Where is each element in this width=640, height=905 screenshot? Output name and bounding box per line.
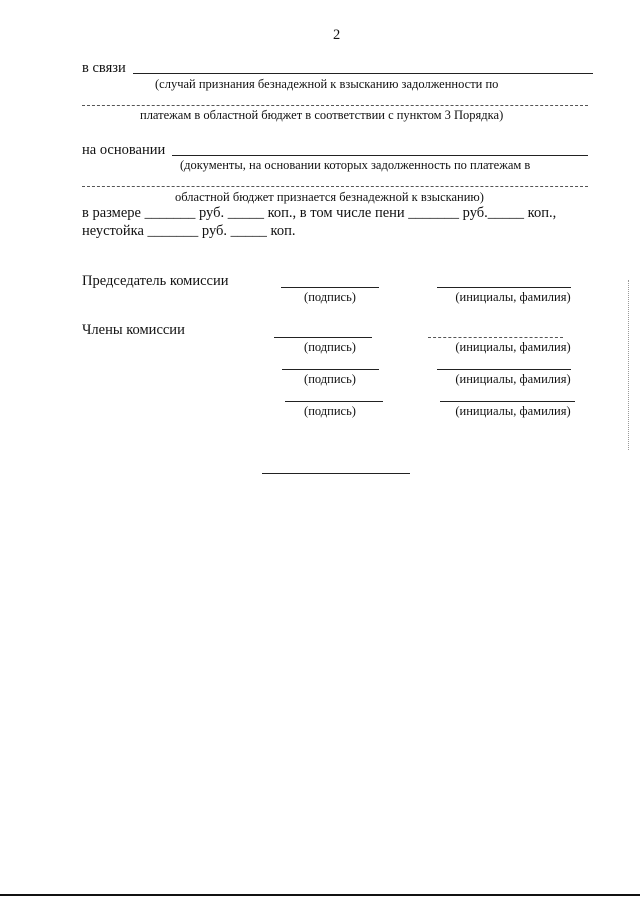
page-number: 2	[333, 27, 341, 43]
member-3-signature-caption: (подпись)	[304, 404, 356, 418]
member-2-name-caption: (инициалы, фамилия)	[455, 372, 571, 386]
member-2-signature-line	[282, 369, 379, 370]
members-label: Члены комиссии	[82, 322, 185, 338]
member-3-name-caption: (инициалы, фамилия)	[455, 404, 571, 418]
basis-fill-line-1	[172, 155, 588, 156]
member-1-name-line	[428, 337, 563, 338]
amount-line-1: в размере _______ руб. _____ коп., в том числе пени _______ руб._____ коп.,	[82, 205, 557, 221]
reason-caption-1: (случай признания безнадежной к взысканию задолженности по	[155, 77, 499, 91]
reason-fill-line-1	[133, 73, 593, 74]
scan-edge-marks	[628, 280, 629, 450]
basis-caption-2: областной бюджет признается безнадежной к взысканию)	[175, 190, 484, 204]
closing-separator-line	[262, 473, 410, 474]
bottom-scan-border	[0, 894, 640, 896]
basis-fill-line-2	[82, 186, 588, 187]
chairman-label: Председатель комиссии	[82, 273, 229, 289]
member-3-name-line	[440, 401, 575, 402]
chairman-name-line	[437, 287, 571, 288]
amount-line-2: неустойка _______ руб. _____ коп.	[82, 223, 296, 239]
reason-fill-line-2	[82, 105, 588, 106]
basis-label: на основании	[82, 142, 166, 158]
member-1-signature-line	[274, 337, 372, 338]
basis-caption-1: (документы, на основании которых задолженность по платежам в	[180, 158, 531, 172]
member-2-name-line	[437, 369, 571, 370]
reason-caption-2: платежам в областной бюджет в соответствии с пунктом 3 Порядка)	[140, 108, 504, 122]
chairman-name-caption: (инициалы, фамилия)	[455, 290, 571, 304]
reason-label: в связи	[82, 60, 126, 76]
member-3-signature-line	[285, 401, 383, 402]
chairman-signature-line	[281, 287, 379, 288]
member-2-signature-caption: (подпись)	[304, 372, 356, 386]
member-1-name-caption: (инициалы, фамилия)	[455, 340, 571, 354]
chairman-signature-caption: (подпись)	[304, 290, 356, 304]
member-1-signature-caption: (подпись)	[304, 340, 356, 354]
